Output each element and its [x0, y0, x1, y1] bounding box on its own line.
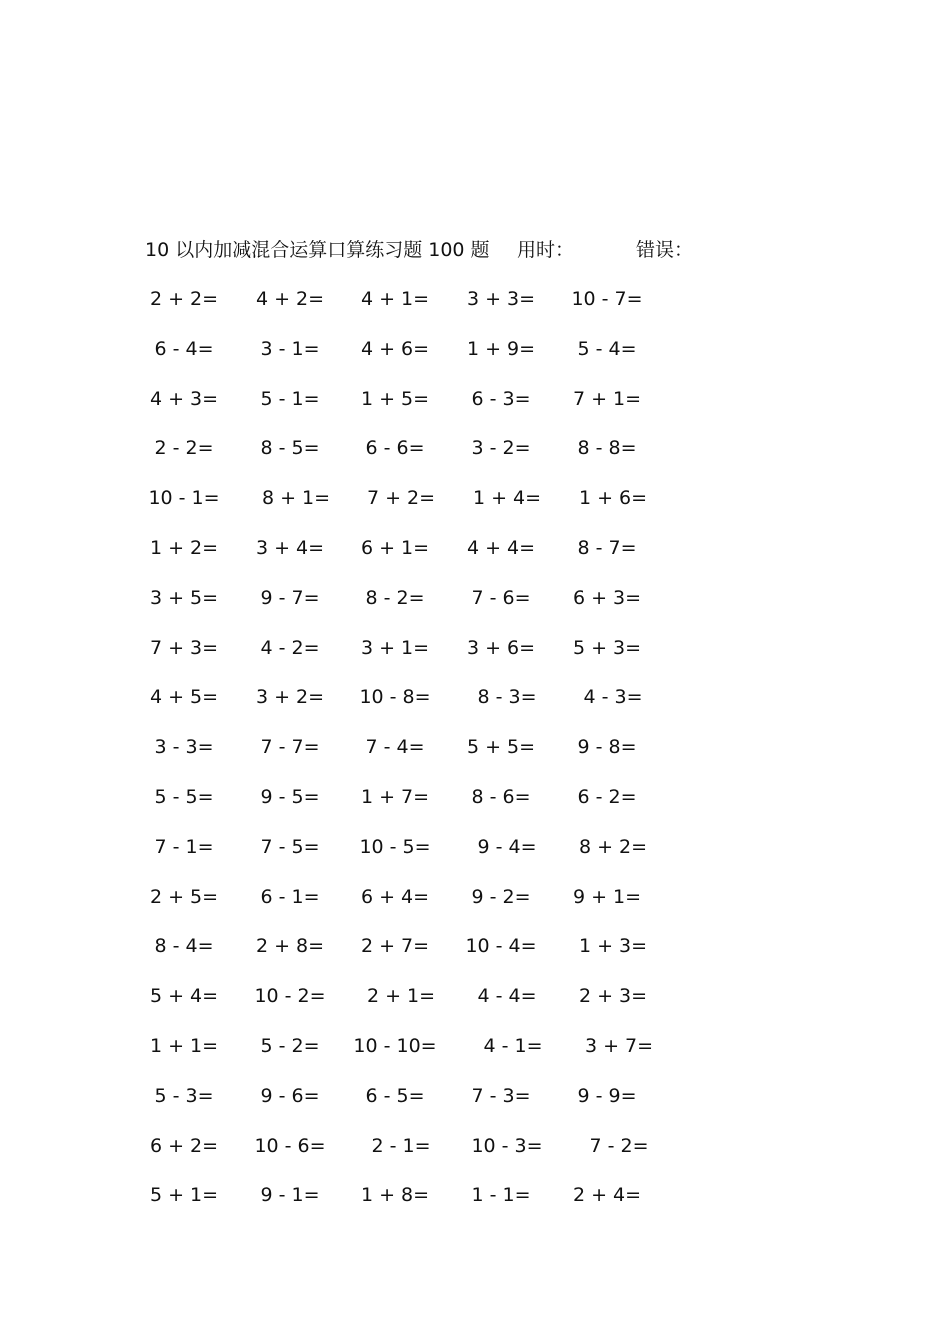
problem-item: 8 + 2=: [578, 836, 648, 858]
problem-item: 10 - 8=: [359, 686, 431, 708]
problem-item: 9 - 4=: [477, 836, 537, 858]
problem-row: [0, 584, 950, 612]
problem-item: 4 + 3=: [149, 388, 219, 410]
problem-item: 7 - 3=: [471, 1085, 531, 1107]
problem-item: 7 + 2=: [366, 487, 436, 509]
problem-item: 4 + 2=: [255, 288, 325, 310]
problem-item: 9 + 1=: [572, 886, 642, 908]
problem-item: 6 + 2=: [149, 1135, 219, 1157]
problem-item: 6 - 2=: [577, 786, 637, 808]
problem-item: 4 + 6=: [360, 338, 430, 360]
problem-item: 9 - 2=: [471, 886, 531, 908]
problem-item: 4 + 5=: [149, 686, 219, 708]
problem-row: [0, 1132, 950, 1160]
problem-item: 8 + 1=: [261, 487, 331, 509]
problem-item: 3 + 5=: [149, 587, 219, 609]
problem-item: 4 - 4=: [477, 985, 537, 1007]
problem-item: 7 - 5=: [260, 836, 320, 858]
problem-item: 3 - 2=: [471, 437, 531, 459]
problem-item: 5 + 3=: [572, 637, 642, 659]
problem-item: 6 + 3=: [572, 587, 642, 609]
problem-item: 1 + 8=: [360, 1184, 430, 1206]
problem-row: [0, 683, 950, 711]
problem-item: 1 + 1=: [149, 1035, 219, 1057]
problem-item: 6 - 3=: [471, 388, 531, 410]
problem-row: [0, 833, 950, 861]
problem-row: [0, 783, 950, 811]
problem-item: 2 + 7=: [360, 935, 430, 957]
problem-item: 8 - 3=: [477, 686, 537, 708]
problem-item: 8 - 6=: [471, 786, 531, 808]
problem-row: [0, 335, 950, 363]
problem-item: 9 - 9=: [577, 1085, 637, 1107]
problem-item: 3 + 7=: [584, 1035, 654, 1057]
problem-item: 2 + 8=: [255, 935, 325, 957]
problem-item: 9 - 5=: [260, 786, 320, 808]
problem-item: 2 + 3=: [578, 985, 648, 1007]
problem-item: 3 + 3=: [466, 288, 536, 310]
problem-item: 3 - 1=: [260, 338, 320, 360]
problem-item: 6 - 5=: [365, 1085, 425, 1107]
problem-item: 4 - 1=: [483, 1035, 543, 1057]
worksheet-title: 10 以内加减混合运算口算练习题 100 题: [145, 239, 490, 261]
problem-item: 9 - 7=: [260, 587, 320, 609]
problem-row: [0, 285, 950, 313]
problem-item: 6 - 1=: [260, 886, 320, 908]
problem-item: 5 + 4=: [149, 985, 219, 1007]
problem-row: [0, 733, 950, 761]
problem-item: 4 + 1=: [360, 288, 430, 310]
problem-row: [0, 385, 950, 413]
problem-item: 10 - 1=: [148, 487, 220, 509]
problem-item: 4 + 4=: [466, 537, 536, 559]
problem-item: 9 - 8=: [577, 736, 637, 758]
problem-item: 2 + 1=: [366, 985, 436, 1007]
problem-item: 4 - 2=: [260, 637, 320, 659]
problem-item: 1 + 5=: [360, 388, 430, 410]
problem-item: 6 + 4=: [360, 886, 430, 908]
problem-item: 3 + 4=: [255, 537, 325, 559]
problem-item: 5 - 1=: [260, 388, 320, 410]
time-used-label: 用时：: [517, 239, 575, 261]
problem-row: [0, 932, 950, 960]
problem-item: 2 + 5=: [149, 886, 219, 908]
problem-item: 9 - 1=: [260, 1184, 320, 1206]
problem-item: 10 - 2=: [254, 985, 326, 1007]
problem-row: [0, 883, 950, 911]
problem-item: 1 + 9=: [466, 338, 536, 360]
problem-item: 9 - 6=: [260, 1085, 320, 1107]
problem-item: 8 - 4=: [154, 935, 214, 957]
problem-item: 5 + 1=: [149, 1184, 219, 1206]
problem-row: [0, 982, 950, 1010]
problem-item: 10 - 4=: [465, 935, 537, 957]
problem-row: [0, 484, 950, 512]
problem-item: 8 - 2=: [365, 587, 425, 609]
problem-item: 2 - 2=: [154, 437, 214, 459]
problem-item: 5 - 5=: [154, 786, 214, 808]
problem-item: 1 + 2=: [149, 537, 219, 559]
problem-item: 10 - 7=: [571, 288, 643, 310]
problem-item: 3 + 2=: [255, 686, 325, 708]
problem-item: 8 - 7=: [577, 537, 637, 559]
problem-item: 10 - 3=: [471, 1135, 543, 1157]
problem-item: 8 - 8=: [577, 437, 637, 459]
problem-item: 3 + 6=: [466, 637, 536, 659]
problem-item: 7 - 4=: [365, 736, 425, 758]
problem-item: 2 + 2=: [149, 288, 219, 310]
problem-row: [0, 634, 950, 662]
problem-item: 10 - 6=: [254, 1135, 326, 1157]
problem-item: 2 - 1=: [371, 1135, 431, 1157]
problem-item: 1 + 3=: [578, 935, 648, 957]
problem-item: 3 + 1=: [360, 637, 430, 659]
problem-item: 7 + 1=: [572, 388, 642, 410]
problem-row: [0, 1181, 950, 1209]
problem-item: 6 + 1=: [360, 537, 430, 559]
problem-item: 1 - 1=: [471, 1184, 531, 1206]
problem-item: 8 - 5=: [260, 437, 320, 459]
problem-row: [0, 534, 950, 562]
problem-item: 1 + 6=: [578, 487, 648, 509]
problem-item: 4 - 3=: [583, 686, 643, 708]
problem-row: [0, 434, 950, 462]
problem-item: 6 - 4=: [154, 338, 214, 360]
problem-item: 1 + 7=: [360, 786, 430, 808]
problem-item: 5 + 5=: [466, 736, 536, 758]
problem-row: [0, 1082, 950, 1110]
problem-item: 6 - 6=: [365, 437, 425, 459]
problem-item: 10 - 5=: [359, 836, 431, 858]
problem-item: 7 - 1=: [154, 836, 214, 858]
problem-item: 10 - 10=: [353, 1035, 437, 1057]
problem-item: 5 - 3=: [154, 1085, 214, 1107]
problem-item: 5 - 2=: [260, 1035, 320, 1057]
problem-item: 7 - 2=: [589, 1135, 649, 1157]
problem-item: 5 - 4=: [577, 338, 637, 360]
problem-item: 7 + 3=: [149, 637, 219, 659]
problem-item: 1 + 4=: [472, 487, 542, 509]
problem-item: 2 + 4=: [572, 1184, 642, 1206]
problem-row: [0, 1032, 950, 1060]
problem-item: 7 - 7=: [260, 736, 320, 758]
problem-item: 3 - 3=: [154, 736, 214, 758]
errors-label: 错误：: [636, 239, 694, 261]
problem-item: 7 - 6=: [471, 587, 531, 609]
